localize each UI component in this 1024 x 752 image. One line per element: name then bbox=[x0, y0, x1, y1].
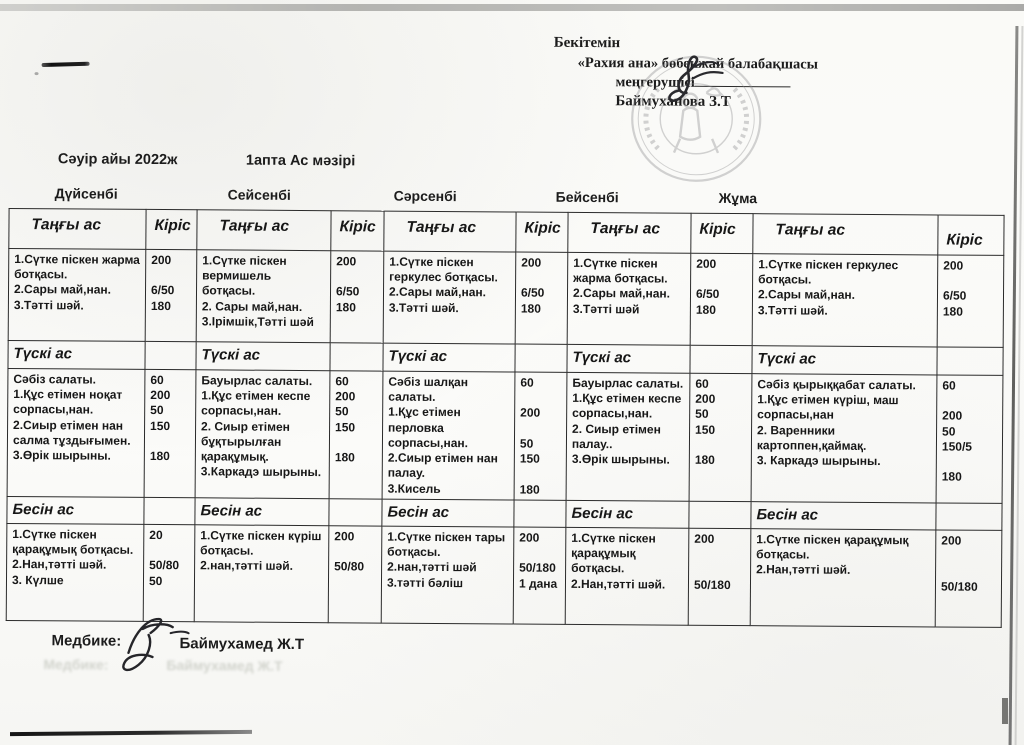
day-label-wednesday: Сәрсенбі bbox=[393, 187, 457, 205]
empty-cell bbox=[330, 343, 383, 371]
empty-cell bbox=[329, 499, 382, 526]
director-name: Баймуханова З.Т bbox=[615, 93, 731, 111]
menu-cell-fri-lunch: Сәбіз қырыққабат салаты. 1.Құс етімен күріш, маш сорпасы,нан 2. Варенники картоппен,қаймақ. 3. Каркадэ шырыны. bbox=[751, 374, 937, 503]
menu-cell-wed-lunch: Сәбіз шалқан салаты. 1.Құс етімен перловка сорпасы,нан. 2.Сиыр етімен нан палау. 3.Кисель bbox=[382, 371, 515, 500]
month-title: Сәуір айы 2022ж bbox=[57, 151, 178, 169]
snack-section-label: Бесін ас bbox=[566, 500, 689, 528]
menu-cell-wed-breakfast: 1.Сүтке піскен геркулес ботқасы. 2.Сары май,нан. 3.Тәтті шәй. bbox=[383, 251, 516, 344]
empty-cell bbox=[937, 347, 1003, 375]
nurse-label: Медбике: bbox=[51, 632, 122, 650]
kiris-cell-fri-breakfast: 200 6/50 180 bbox=[937, 255, 1004, 347]
pen-mark-artifact bbox=[42, 62, 90, 67]
kiris-cell-fri-lunch: 60 200 50 150/5 180 bbox=[936, 375, 1003, 503]
empty-cell bbox=[144, 497, 195, 524]
snack-section-label: Бесін ас bbox=[7, 496, 144, 524]
kiris-cell-mon-breakfast: 200 6/50 180 bbox=[145, 249, 197, 341]
kiris-cell-wed-lunch: 60 200 50 150 180 bbox=[514, 372, 567, 500]
menu-cell-thu-lunch: Бауырлас салаты. 1.Құс етімен кеспе сорпасы,нан. 2. Сиыр етімен палау.. 3.Өрік шырыны. bbox=[566, 372, 690, 501]
menu-cell-fri-breakfast: 1.Сүтке піскен геркулес ботқасы. 2.Сары май,нан. 3.Тәтті шәй. bbox=[752, 254, 938, 347]
menu-cell-tue-snack: 1.Сүтке піскен күріш ботқасы. 2.нан,тәтті шәй. bbox=[194, 525, 329, 623]
day-label-friday: Жұма bbox=[718, 189, 758, 207]
breakfast-row bbox=[8, 248, 1004, 347]
empty-cell bbox=[690, 345, 752, 373]
kiris-cell-tue-snack: 200 50/80 bbox=[328, 526, 382, 623]
scan-corner-mark bbox=[1002, 698, 1008, 724]
header-kiris-wed: Кіріс bbox=[516, 212, 568, 252]
snack-section-label: Бесін ас bbox=[751, 502, 936, 530]
kiris-cell-wed-snack: 200 50/180 1 дана bbox=[513, 527, 566, 624]
menu-cell-mon-breakfast: 1.Сүтке піскен жарма ботқасы. 2.Сары май,нан. 3.Тәтті шәй. bbox=[8, 248, 146, 341]
empty-cell bbox=[515, 344, 567, 372]
kiris-cell-thu-snack: 200 50/180 bbox=[688, 528, 751, 625]
header-kiris-thu: Кіріс bbox=[691, 213, 753, 253]
header-breakfast-thu: Таңғы ас bbox=[568, 212, 691, 253]
snack-section-label: Бесін ас bbox=[382, 499, 514, 527]
day-label-monday: Дүйсенбі bbox=[54, 185, 118, 202]
director-signature bbox=[648, 52, 768, 105]
kiris-cell-mon-lunch: 60 200 50 150 180 bbox=[144, 369, 196, 497]
snack-row bbox=[6, 523, 1002, 627]
kiris-cell-tue-breakfast: 200 6/50 180 bbox=[330, 251, 384, 343]
menu-cell-thu-breakfast: 1.Сүтке піскен жарма ботқасы. 2.Сары май,нан. 3.Тәтті шәй bbox=[567, 252, 691, 345]
menu-cell-tue-lunch: Бауырлас салаты. 1.Құс етімен кеспе сорпасы,нан. 2. Сиыр етімен бұқтырылған қарақұмық. 3.Каркадэ шырыны. bbox=[195, 370, 330, 499]
bleed-through-ghost-text: Медбике: Баймухамед Ж.Т bbox=[43, 656, 283, 674]
approval-word: Бекітемін bbox=[553, 34, 621, 52]
empty-cell bbox=[689, 501, 751, 528]
menu-cell-mon-lunch: Сәбіз салаты. 1.Құс етімен ноқат сорпасы,нан. 2.Сиыр етімен нан салма тұздығымен. 3.Өрік шырыны. bbox=[7, 368, 145, 497]
menu-cell-thu-snack: 1.Сүтке піскен қарақұмық ботқасы. 2.Нан,тәтті шәй. bbox=[565, 527, 689, 625]
kiris-cell-wed-breakfast: 200 6/50 180 bbox=[515, 252, 568, 344]
day-label-thursday: Бейсенбі bbox=[555, 188, 619, 206]
snack-section-label: Бесін ас bbox=[195, 498, 329, 526]
kiris-cell-mon-snack: 20 50/80 50 bbox=[143, 524, 195, 621]
lunch-section-label: Түскі ас bbox=[752, 346, 937, 375]
header-breakfast-mon: Таңғы ас bbox=[9, 208, 146, 249]
table-header-row bbox=[9, 208, 1004, 255]
pen-dot-artifact bbox=[35, 72, 39, 75]
kiris-cell-thu-breakfast: 200 6/50 180 bbox=[690, 253, 753, 345]
menu-cell-fri-snack: 1.Сүтке піскен қарақұмық ботқасы. 2.Нан,тәтті шәй. bbox=[750, 529, 936, 627]
empty-cell bbox=[936, 503, 1002, 530]
menu-table bbox=[6, 208, 1005, 628]
lunch-section-label: Түскі ас bbox=[8, 340, 145, 369]
menu-cell-tue-breakfast: 1.Сүтке піскен вермишель ботқасы. 2. Сары май,нан. 3.Ірімшік,Тәтті шәй bbox=[196, 250, 331, 343]
header-kiris-mon: Кіріс bbox=[146, 209, 197, 249]
title-row bbox=[0, 151, 1024, 170]
empty-cell bbox=[514, 500, 566, 527]
kiris-cell-thu-lunch: 60 200 50 150 180 bbox=[689, 373, 752, 501]
nurse-name: Баймухамед Ж.Т bbox=[179, 635, 305, 654]
kiris-cell-tue-lunch: 60 200 50 150 180 bbox=[329, 371, 383, 499]
director-role: меңгерушісі bbox=[615, 73, 818, 94]
lunch-row bbox=[7, 368, 1003, 503]
header-kiris-tue: Кіріс bbox=[331, 211, 384, 251]
header-breakfast-tue: Таңғы ас bbox=[197, 210, 331, 251]
empty-cell bbox=[145, 341, 196, 369]
header-kiris-fri: Кіріс bbox=[938, 215, 1004, 255]
menu-cell-wed-snack: 1.Сүтке піскен тары ботқасы. 2.нан,тәтті шәй 3.тәтті бәліш bbox=[381, 526, 514, 624]
header-breakfast-fri: Таңғы ас bbox=[753, 214, 938, 255]
kiris-cell-fri-snack: 200 50/180 bbox=[935, 530, 1002, 627]
lunch-section-label: Түскі ас bbox=[196, 342, 330, 371]
day-label-tuesday: Сейсенбі bbox=[227, 186, 291, 203]
lunch-section-label: Түскі ас bbox=[567, 344, 690, 373]
header-breakfast-wed: Таңғы ас bbox=[384, 211, 516, 252]
lunch-section-label: Түскі ас bbox=[383, 343, 515, 372]
week-menu-title: 1апта Ас мәзірі bbox=[245, 152, 356, 170]
menu-cell-mon-snack: 1.Сүтке піскен қарақұмық ботқасы. 2.Нан,тәтті шәй. 3. Күлше bbox=[6, 523, 144, 621]
organization-name: «Рахия ана» бөбекжай балабақшасы bbox=[577, 54, 819, 73]
